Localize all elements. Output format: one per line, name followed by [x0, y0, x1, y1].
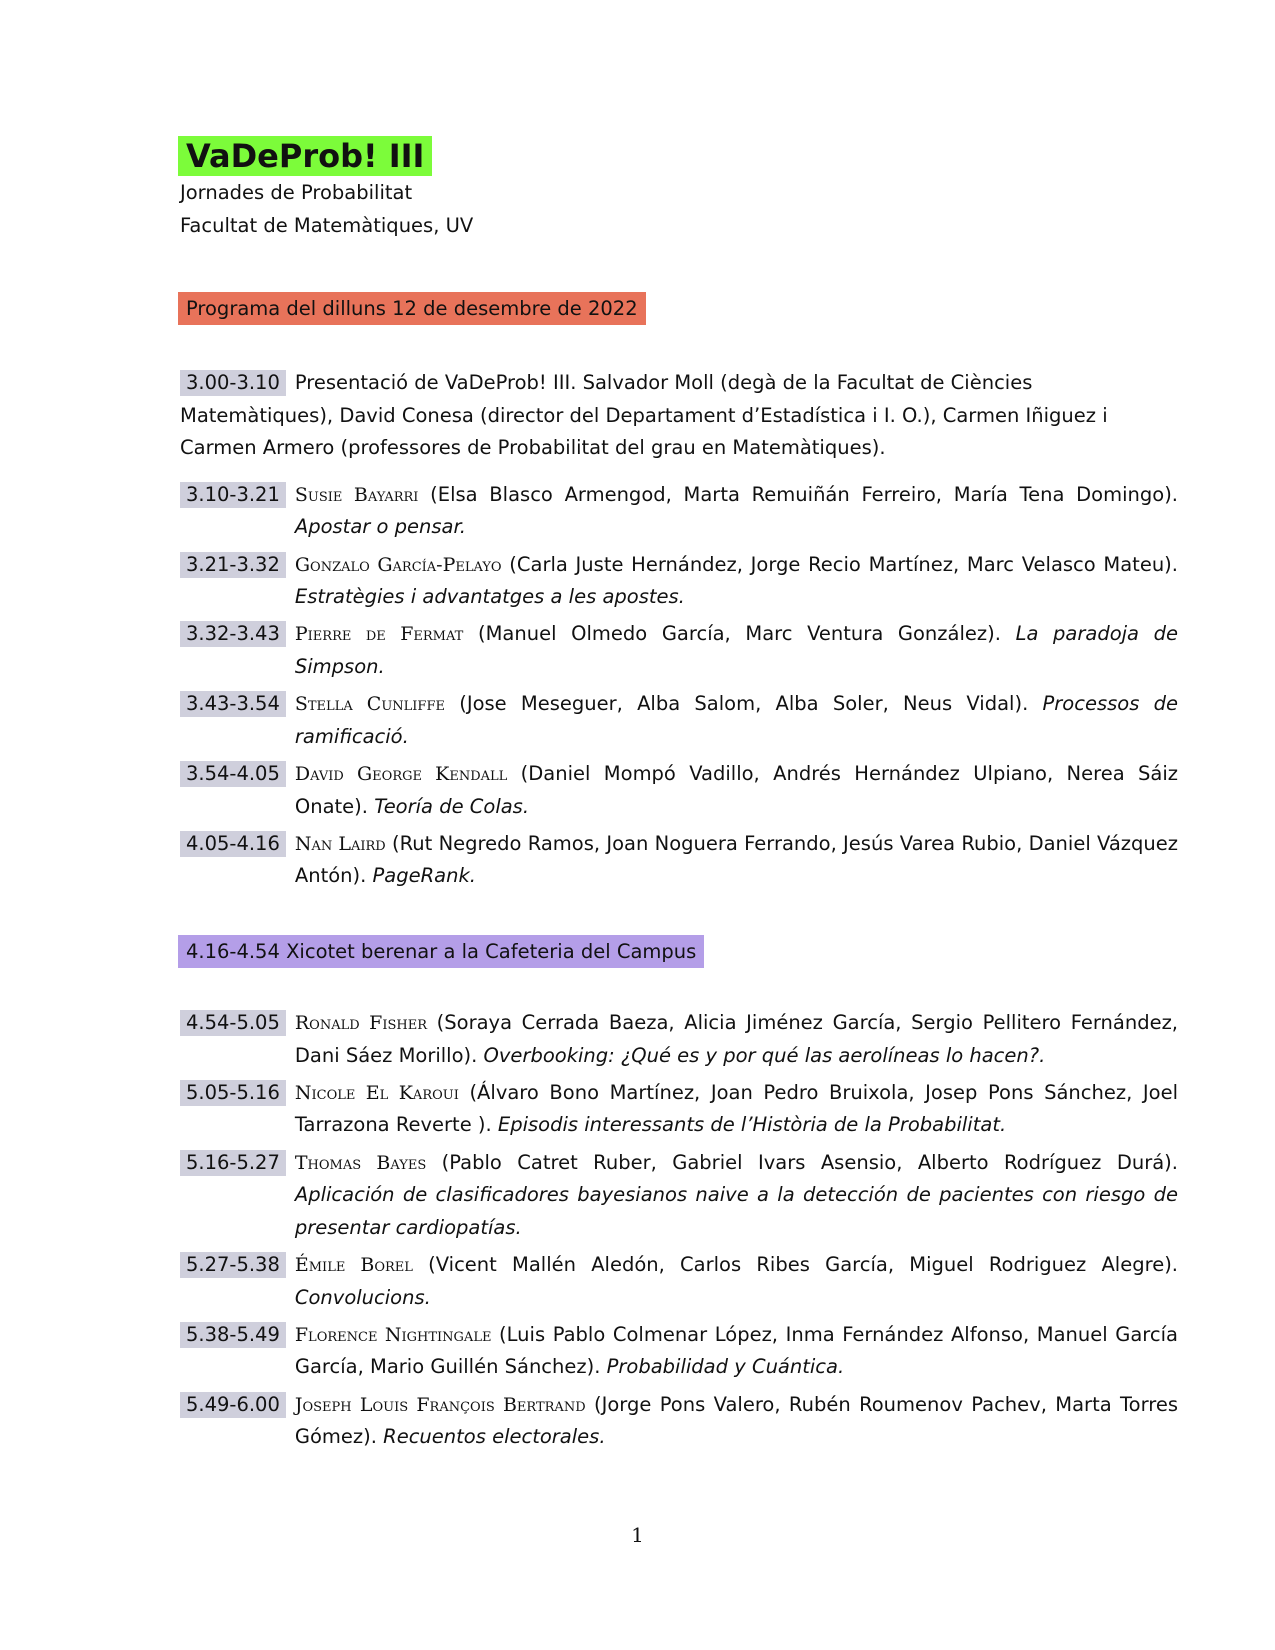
student-authors: (Jorge Pons Valero, Rubén Roumenov Pachev, Marta Torres Gómez).	[294, 1392, 1178, 1449]
speaker-name: Émile Borel	[294, 1253, 413, 1276]
time-slot: 3.21-3.32	[180, 552, 286, 578]
time-slot: 5.49-6.00	[180, 1392, 286, 1418]
session-description	[295, 1147, 1178, 1245]
talk-title: Apostar o pensar.	[294, 515, 466, 539]
time-slot: 5.38-5.49	[180, 1322, 286, 1348]
session-description	[295, 1319, 1178, 1384]
venue-subtitle: Facultat de Matemàtiques, UV	[180, 214, 474, 237]
session-entry	[180, 1249, 1178, 1314]
session-description	[295, 1249, 1178, 1314]
session-entry	[180, 1147, 1178, 1245]
speaker-name: Gonzalo García-Pelayo	[294, 553, 502, 576]
student-authors: (Daniel Mompó Vadillo, Andrés Hernández Ulpiano, Nerea Sáiz Onate).	[294, 761, 1179, 818]
session-description	[295, 758, 1178, 823]
time-slot: 5.16-5.27	[180, 1150, 286, 1176]
intro-text: Presentació de VaDeProb! III. Salvador Moll (degà de la Facultat de Ciències Matemàtiques), David Conesa (director del Departament d’Estadística i I. O.), Carmen Iñiguez i Carmen Armero (professores de Probabilitat del grau en Matemàtiques).	[180, 371, 1108, 460]
session-entry	[180, 549, 1178, 614]
time-slot: 3.10-3.21	[180, 482, 286, 508]
speaker-name: Susie Bayarri	[294, 483, 419, 506]
talk-title: Episodis interessants de l’Història de la Probabilitat.	[497, 1113, 1007, 1137]
session-description	[295, 618, 1178, 683]
break-banner: 4.16-4.54 Xicotet berenar a la Cafeteria del Campus	[178, 935, 704, 968]
speaker-name: Nan Laird	[294, 832, 386, 855]
talk-title: Teoría de Colas.	[374, 794, 530, 818]
speaker-name: Stella Cunliffe	[294, 693, 445, 716]
session-entry	[180, 758, 1178, 823]
talk-title: La paradoja de Simpson.	[294, 622, 1179, 678]
event-subtitle: Jornades de Probabilitat	[180, 181, 413, 204]
talk-title: Overbooking: ¿Qué es y por qué las aerolíneas lo hacen?.	[483, 1043, 1046, 1067]
talk-title: PageRank.	[372, 864, 476, 888]
session-description	[295, 1077, 1178, 1142]
time-slot: 3.32-3.43	[180, 621, 286, 647]
session-description	[295, 479, 1178, 544]
speaker-name: Pierre de Fermat	[294, 623, 464, 646]
session-entry	[180, 1389, 1178, 1454]
talk-title: Estratègies i advantatges a les apostes.	[294, 585, 685, 609]
time-slot: 4.54-5.05	[180, 1010, 286, 1036]
session-description	[295, 549, 1178, 614]
student-authors: (Rut Negredo Ramos, Joan Noguera Ferrando, Jesús Varea Rubio, Daniel Vázquez Antón).	[294, 831, 1179, 888]
student-authors: (Carla Juste Hernández, Jorge Recio Martínez, Marc Velasco Mateu).	[501, 552, 1178, 576]
speaker-name: Florence Nightingale	[294, 1323, 492, 1346]
student-authors: (Jose Meseguer, Alba Salom, Alba Soler, Neus Vidal).	[444, 692, 1043, 716]
intro-entry	[180, 367, 1178, 465]
talk-title: Recuentos electorales.	[383, 1425, 606, 1449]
session-description	[295, 1389, 1178, 1454]
student-authors: (Manuel Olmedo García, Marc Ventura González).	[463, 622, 1016, 646]
session-entry	[180, 1077, 1178, 1142]
time-slot: 5.05-5.16	[180, 1080, 286, 1106]
speaker-name: David George Kendall	[294, 762, 508, 785]
speaker-name: Joseph Louis François Bertrand	[294, 1393, 586, 1416]
session-entry	[180, 618, 1178, 683]
agenda-second-block	[180, 1007, 1178, 1458]
time-slot: 3.43-3.54	[180, 691, 286, 717]
time-slot: 3.00-3.10	[180, 370, 286, 396]
agenda-first-block	[180, 367, 1178, 897]
student-authors: (Pablo Catret Ruber, Gabriel Ivars Asensio, Alberto Rodríguez Durá).	[426, 1150, 1178, 1174]
session-entry	[180, 1319, 1178, 1384]
page-number: 1	[631, 1523, 644, 1547]
talk-title: Convolucions.	[294, 1285, 431, 1309]
time-slot: 5.27-5.38	[180, 1252, 286, 1278]
speaker-name: Thomas Bayes	[294, 1151, 427, 1174]
session-description	[295, 1007, 1178, 1072]
student-authors: (Álvaro Bono Martínez, Joan Pedro Bruixola, Josep Pons Sánchez, Joel Tarrazona Reverte ).	[294, 1080, 1178, 1137]
student-authors: (Luis Pablo Colmenar López, Inma Fernández Alfonso, Manuel García García, Mario Guillén Sánchez).	[294, 1322, 1178, 1379]
session-entry	[180, 1007, 1178, 1072]
session-entry	[180, 688, 1178, 753]
speaker-name: Ronald Fisher	[294, 1012, 427, 1034]
talk-title: Aplicación de clasificadores bayesianos naive a la detección de pacientes con riesgo de presentar cardiopatías.	[294, 1183, 1178, 1239]
page-title: VaDeProb! III	[178, 136, 432, 176]
session-description	[295, 828, 1178, 893]
session-list	[180, 1007, 1178, 1454]
student-authors: (Elsa Blasco Armengod, Marta Remuiñán Ferreiro, María Tena Domingo).	[418, 482, 1179, 506]
talk-title: Probabilidad y Cuántica.	[606, 1355, 845, 1379]
session-entry	[180, 828, 1178, 893]
time-slot: 3.54-4.05	[180, 761, 286, 787]
session-entry	[180, 479, 1178, 544]
student-authors: (Soraya Cerrada Baeza, Alicia Jiménez García, Sergio Pellitero Fernández, Dani Sáez Morillo).	[294, 1011, 1178, 1067]
day-program-banner: Programa del dilluns 12 de desembre de 2022	[178, 292, 646, 325]
session-description	[295, 688, 1178, 753]
session-list	[180, 479, 1178, 893]
speaker-name: Nicole El Karoui	[294, 1081, 459, 1104]
time-slot: 4.05-4.16	[180, 831, 286, 857]
student-authors: (Vicent Mallén Aledón, Carlos Ribes García, Miguel Rodriguez Alegre).	[412, 1252, 1178, 1276]
talk-title: Processos de ramificació.	[294, 692, 1178, 748]
